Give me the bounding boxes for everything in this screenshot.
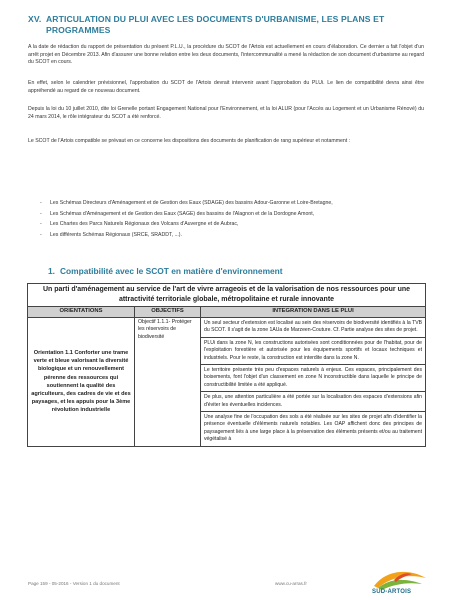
- logo-text: SUD-ARTOIS: [372, 589, 412, 595]
- section-heading: [48, 266, 283, 276]
- bullet-item: - Les Schémas Directeurs d'Aménagement et de Gestion des Eaux (SDAGE) des bassins Adour-Garonne et Loire-Bretagne,: [40, 200, 424, 208]
- integration-block: Une analyse fine de l'occupation des sols a été réalisée sur les sites de projet afin d'identifier la présence éventuelle d'éléments naturels notables. Les OAP affichent donc des principes de paysagement liés à une large place à la préservation des éléments présents et/ou au traitement végétalisé à: [204, 414, 422, 443]
- column-header-integration: INTEGRATION DANS LE PLUI: [201, 307, 426, 318]
- section-number: 1.: [48, 266, 55, 276]
- intro-paragraph-3: Depuis la loi du 10 juillet 2010, dite loi Grenelle portant Engagement National pour l'Environnement, et la loi ALUR (pour l'Accès au Logement et un Urbanisme Rénové) du 24 mars 2014, le rôle intégrateur du SCOT a été renforcé.: [28, 106, 424, 120]
- bullet-item: - Les Schémas d'Aménagement et de Gestion des Eaux (SAGE) des bassins de l'Alagnon et de la Dordogne Amont,: [40, 211, 424, 219]
- column-header-objectifs: OBJECTIFS: [135, 307, 201, 318]
- integration-block: Le territoire présente très peu d'espaces naturels à enjeux. Ces espaces, principalement des boisements, font l'objet d'un classement en zone N inconstructible dans laquelle le principe de constructibilité limitée a été appliqué.: [201, 365, 425, 392]
- integration-block: De plus, une attention particulière a été portée sur la localisation des espaces d'extensions afin d'éviter les éventuelles incidences.: [201, 392, 425, 412]
- orientation-cell: Orientation 1.1 Conforter une trame verte et bleue valorisant la diversité biologique et un renouvellement pérenne des ressources qui soutiennent la qualité des agriculteurs, des cadres de vie et des paysages, et les appuis pour la 3ème révolution industrielle: [28, 318, 135, 447]
- bullet-item: - Les Chartes des Parcs Naturels Régionaux des Volcans d'Auvergne et de Aubrac,: [40, 221, 424, 229]
- chapter-number: XV.: [28, 14, 42, 24]
- integration-cell: [201, 318, 426, 447]
- table-row: [28, 318, 426, 447]
- chapter-heading: [28, 14, 432, 36]
- compatibility-table: [27, 283, 426, 447]
- column-header-orientations: ORIENTATIONS: [28, 307, 135, 318]
- section-title: Compatibilité avec le SCOT en matière d'environnement: [60, 266, 283, 276]
- intro-paragraph-1: A la date de rédaction du rapport de présentation du présent P.L.U., la procédure du SCOT de l'Artois est actuellement en cours d'élaboration. Ce dernier a fait l'objet d'un arrêt projet en Décembre 2013. Afin d'assurer une bonne relation entre les deux documents, l'intercommunalité a mené la rédaction de son document d'urbanisme au regard du SCOT en cours.: [28, 44, 425, 66]
- footer-website: www.cu-arras.fr: [275, 581, 307, 586]
- chapter-title-line1: ARTICULATION DU PLUI AVEC LES DOCUMENTS D'URBANISME, LES PLANS ET: [46, 14, 385, 24]
- bullet-list: [40, 200, 424, 242]
- integration-block: Un seul secteur d'extension est localisé au sein des réservoirs de biodiversité identifiés à la TVB du SCOT. Il s'agit de la zone 1AUa de Marzeen-Couture. Cf. Partie analyse des sites de projet.: [201, 318, 425, 338]
- table-title: Un parti d'aménagement au service de l'art de vivre arrageois et de la valorisation de nos ressources pour une attractivité territoriale globale, métropolitaine et rurale innovante: [28, 284, 426, 307]
- intro-paragraph-2: En effet, selon le calendrier prévisionnel, l'approbation du SCOT de l'Artois devrait intervenir avant l'approbation du PLUi. Le lien de compatibilité devra ainsi être appréhendé au regard de ce nouveau document.: [28, 80, 424, 94]
- chapter-title-line2: PROGRAMMES: [46, 25, 111, 35]
- footer-page-info: Page 159 - 05-2016 - Version 1 du document: [28, 581, 120, 586]
- integration-block: PLUi dans la zone N, les constructions autorisées sont conditionnées pour de l'habitat, pour de l'exploitation forestière et autorisée pour les équipements sportifs et locaux techniques et industriels. Pour le reste, la construction est interdite dans la zone N.: [201, 338, 425, 365]
- bullet-item: - Les différents Schémas Régionaux (SRCE, SRADDT, ...).: [40, 232, 424, 240]
- intro-paragraph-4: Le SCOT de l'Artois compatible se prévaut en ce concerne les dispositions des documents de planification de rang supérieur et notamment :: [28, 138, 351, 144]
- objective-cell: Objectif 1.1.1- Protéger les réservoirs de biodiversité: [135, 318, 201, 447]
